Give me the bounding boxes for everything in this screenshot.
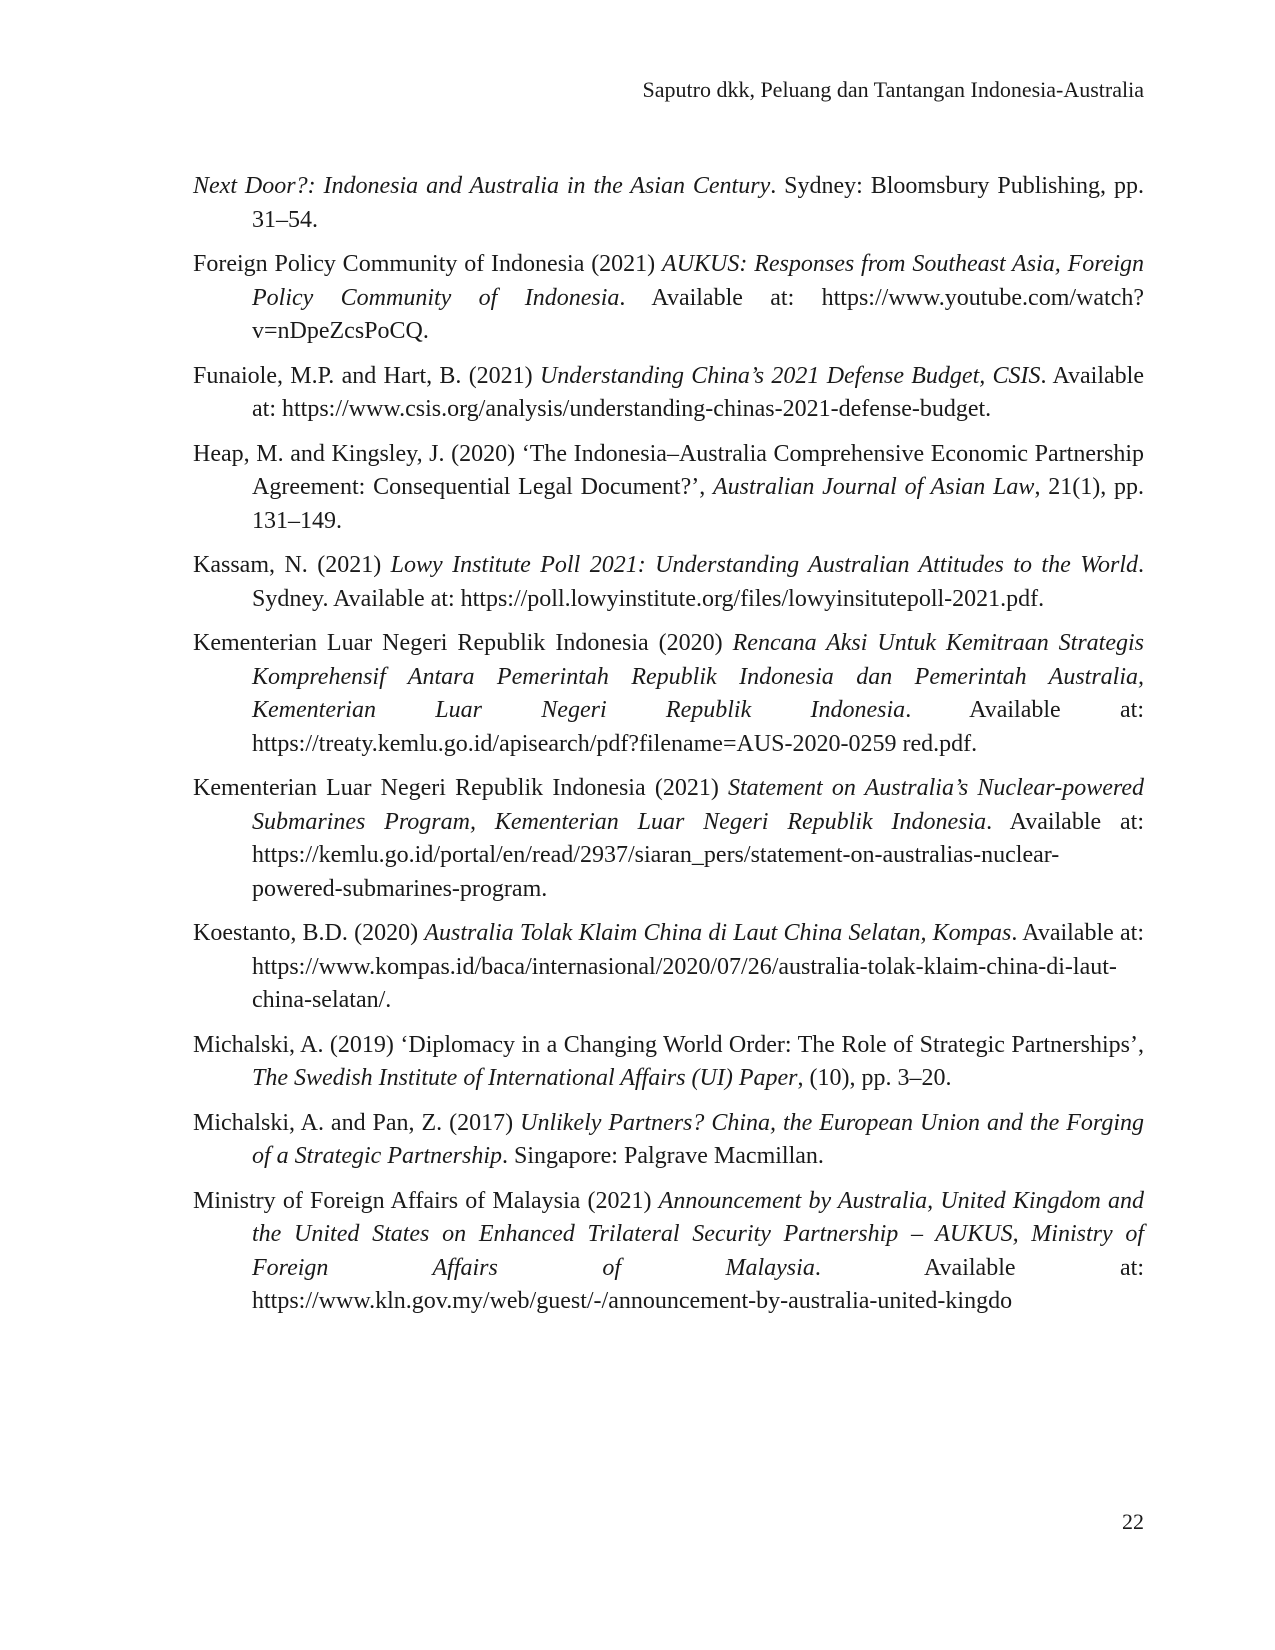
reference-text: . Available at: https://www.kompas.id/baca/internasional/2020/07/26/australia-tolak-klaim-china-di-laut-china-selatan/. [252, 920, 1144, 1013]
reference-text: Michalski, A. and Pan, Z. (2017) [193, 1109, 521, 1136]
reference-entry [193, 1107, 1144, 1174]
reference-title: Understanding China’s 2021 Defense Budget, CSIS [539, 362, 1041, 389]
reference-title: The Swedish Institute of International Affairs (UI) Paper [252, 1065, 798, 1091]
reference-title: AUKUS: Responses from Southeast Asia, Foreign Policy Community of Indonesia [252, 251, 1144, 311]
running-header: Saputro dkk, Peluang dan Tantangan Indonesia-Australia [642, 77, 1144, 102]
reference-title: Lowy Institute Poll 2021: Understanding Australian Attitudes to the World [390, 552, 1138, 578]
reference-title: Unlikely Partners? China, the European Union and the Forging of a Strategic Partnership [252, 1109, 1144, 1169]
reference-text: . Sydney. Available at: https://poll.lowyinstitute.org/files/lowyinsitutepoll-2021.pdf. [252, 552, 1144, 612]
reference-entry [193, 917, 1144, 1018]
reference-text: . Available at: https://www.kln.gov.my/web/guest/-/announcement-by-australia-united-kingdo [252, 1254, 1144, 1314]
reference-text: Funaiole, M.P. and Hart, B. (2021) [193, 362, 540, 389]
reference-entry [193, 772, 1144, 906]
reference-text: . Singapore: Palgrave Macmillan. [501, 1143, 824, 1169]
page-number: 22 [1122, 1509, 1144, 1534]
reference-entry [193, 627, 1144, 761]
reference-title: Australia Tolak Klaim China di Laut China Selatan, Kompas [424, 920, 1012, 946]
reference-entry [193, 170, 1144, 237]
reference-title: Statement on Australia’s Nuclear-powered Submarines Program, Kementerian Luar Negeri Republik Indonesia [252, 775, 1144, 835]
reference-text: Koestanto, B.D. (2020) [193, 920, 425, 946]
reference-entry [193, 1185, 1144, 1319]
reference-title: Rencana Aksi Untuk Kemitraan Strategis Komprehensif Antara Pemerintah Republik Indonesia dan Pemerintah Australia, Kementerian Luar Negeri Republik Indonesia [252, 630, 1144, 723]
reference-list [193, 170, 1144, 1330]
reference-text: Kementerian Luar Negeri Republik Indonesia (2020) [193, 630, 733, 656]
reference-text: Kementerian Luar Negeri Republik Indonesia (2021) [193, 775, 729, 801]
reference-text: Kassam, N. (2021) [193, 552, 391, 578]
reference-title: Announcement by Australia, United Kingdom and the United States on Enhanced Trilateral Security Partnership – AUKUS, Ministry of Foreign Affairs of Malaysia [252, 1187, 1144, 1281]
reference-text: Heap, M. and Kingsley, J. (2020) ‘The Indonesia–Australia Comprehensive Economic Partnership Agreement: Consequential Legal Document?’, [193, 440, 1144, 500]
reference-text: , 21(1), pp. 131–149. [252, 474, 1145, 534]
reference-text: . Available at: https://kemlu.go.id/portal/en/read/2937/siaran_pers/statement-on-australias-nuclear-powered-submarines-program. [252, 808, 1144, 902]
reference-entry [193, 438, 1144, 539]
reference-title: Next Door?: Indonesia and Australia in the Asian Century [193, 173, 771, 199]
reference-entry [193, 360, 1144, 427]
reference-text: , (10), pp. 3–20. [797, 1065, 952, 1091]
reference-title: Australian Journal of Asian Law [713, 474, 1035, 500]
reference-entry [193, 549, 1144, 616]
reference-entry [193, 1029, 1144, 1096]
reference-entry [193, 248, 1144, 349]
reference-text: Michalski, A. (2019) ‘Diplomacy in a Changing World Order: The Role of Strategic Partnerships’, [193, 1031, 1144, 1058]
reference-text: Foreign Policy Community of Indonesia (2021) [193, 251, 663, 277]
reference-text: . Available at: https://www.csis.org/analysis/understanding-chinas-2021-defense-budget. [252, 362, 1144, 422]
reference-text: Ministry of Foreign Affairs of Malaysia (2021) [193, 1187, 659, 1214]
reference-text: . Available at: https://www.youtube.com/watch?v=nDpeZcsPoCQ. [252, 284, 1144, 344]
reference-text: . Available at: https://treaty.kemlu.go.id/apisearch/pdf?filename=AUS-2020-0259 red.pdf. [252, 697, 1144, 757]
reference-text: . Sydney: Bloomsbury Publishing, pp. 31–54. [252, 173, 1144, 233]
